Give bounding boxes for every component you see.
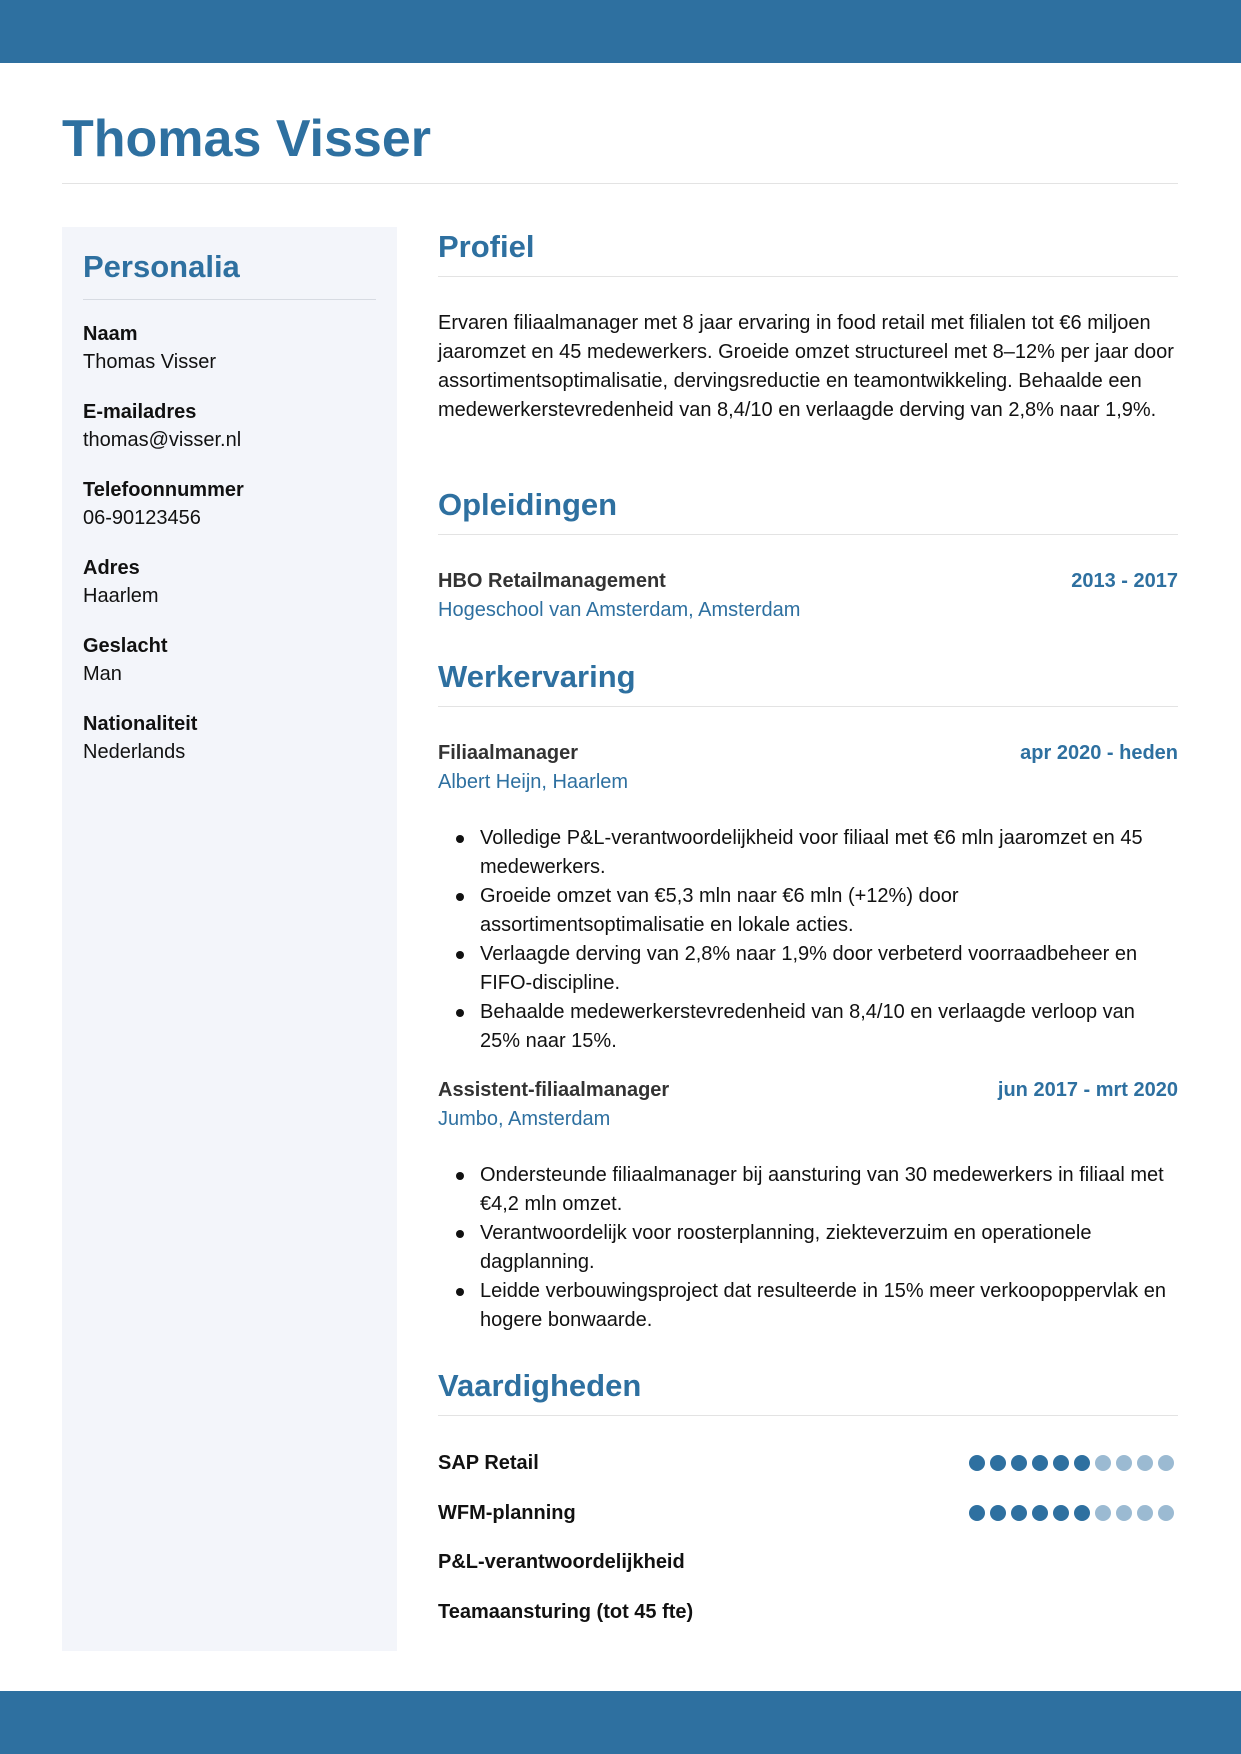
skill-name: SAP Retail [438,1452,539,1474]
job-achievements [438,1161,1178,1335]
bottom-color-band [0,1691,1241,1754]
profile-summary: Ervaren filiaalmanager met 8 jaar ervaring in food retail met filialen tot €6 miljoen jaaromzet en 45 medewerkers. Groeide omzet structureel met 8–12% per jaar door assortimentsoptimalisatie, dervingsreductie en teamontwikkeling. Behaalde een medewerkerstevredenheid van 8,4/10 en verlaagde derving van 2,8% naar 1,9%. [438,312,1174,421]
education-entry [438,567,1178,625]
job-achievements [438,824,1178,1056]
detail-email [83,398,373,476]
rating-dot-empty [1137,1505,1153,1521]
personal-details-list [83,320,373,788]
detail-value: Man [83,663,122,685]
detail-gender [83,632,373,710]
job-entry [438,739,1178,1056]
rating-dot-empty [1116,1505,1132,1521]
rating-dot-filled [1032,1505,1048,1521]
detail-address [83,554,373,632]
section-divider [438,1415,1178,1416]
detail-value: Thomas Visser [83,351,217,373]
detail-phone [83,476,373,554]
detail-label: Nationaliteit [83,713,198,735]
job-title: Filiaalmanager [438,742,579,764]
section-divider [438,276,1178,277]
rating-dot-filled [969,1505,985,1521]
detail-value: Haarlem [83,585,159,607]
detail-label: Geslacht [83,635,168,657]
achievement-item: Ondersteunde filiaalmanager bij aansturing van 30 medewerkers in filiaal met €4,2 mln omzet. [438,1161,1178,1219]
candidate-name: Thomas Visser [62,110,432,168]
detail-nationality [83,710,373,788]
rating-dot-empty [1158,1505,1174,1521]
rating-dot-filled [990,1455,1006,1471]
rating-dot-filled [1074,1505,1090,1521]
section-title: Opleidingen [438,487,618,522]
skills-section [438,1366,1178,1416]
job-entry [438,1076,1178,1335]
education-section [438,485,1178,625]
job-title: Assistent-filiaalmanager [438,1079,670,1101]
detail-label: Naam [83,323,138,345]
achievement-item: Groeide omzet van €5,3 mln naar €6 mln (+12%) door assortimentsoptimalisatie en lokale acties. [438,882,1178,940]
rating-dot-filled [990,1505,1006,1521]
rating-dot-empty [1158,1455,1174,1471]
rating-dot-filled [969,1455,985,1471]
rating-dot-filled [1011,1455,1027,1471]
skill-name: Teamaansturing (tot 45 fte) [438,1601,694,1623]
experience-section [438,657,1178,1335]
detail-label: E-mailadres [83,401,197,423]
detail-label: Telefoonnummer [83,479,244,501]
rating-dot-filled [1032,1455,1048,1471]
personal-details-sidebar [62,227,397,1651]
rating-dot-filled [1011,1505,1027,1521]
skill-rating [969,1505,1174,1521]
skill-row [438,1448,1178,1478]
header-divider [62,183,1178,184]
detail-value: Nederlands [83,741,186,763]
skill-name: WFM-planning [438,1502,576,1524]
rating-dot-empty [1095,1455,1111,1471]
section-title: Profiel [438,229,535,264]
profile-section [438,227,1178,425]
rating-dot-filled [1053,1455,1069,1471]
skill-rating [969,1455,1174,1471]
section-title: Vaardigheden [438,1368,642,1403]
rating-dot-empty [1095,1505,1111,1521]
education-institution: Hogeschool van Amsterdam, Amsterdam [438,599,801,621]
skill-row [438,1547,1178,1577]
sidebar-title: Personalia [83,249,240,284]
detail-value: thomas@visser.nl [83,429,242,451]
sidebar-divider [83,299,376,300]
achievement-item: Verantwoordelijk voor roosterplanning, ziekteverzuim en operationele dagplanning. [438,1219,1178,1277]
section-divider [438,534,1178,535]
job-employer: Jumbo, Amsterdam [438,1108,611,1130]
achievement-item: Verlaagde derving van 2,8% naar 1,9% door verbeterd voorraadbeheer en FIFO-discipline. [438,940,1178,998]
top-color-band [0,0,1241,63]
section-divider [438,706,1178,707]
rating-dot-filled [1053,1505,1069,1521]
skill-row [438,1597,1178,1627]
detail-value: 06-90123456 [83,507,201,529]
detail-label: Adres [83,557,140,579]
skill-row [438,1498,1178,1528]
job-dates: jun 2017 - mrt 2020 [997,1079,1178,1101]
job-dates: apr 2020 - heden [1020,742,1178,764]
achievement-item: Volledige P&L-verantwoordelijkheid voor filiaal met €6 mln jaaromzet en 45 medewerkers. [438,824,1178,882]
education-degree: HBO Retailmanagement [438,570,666,592]
rating-dot-empty [1137,1455,1153,1471]
rating-dot-filled [1074,1455,1090,1471]
section-title: Werkervaring [438,659,636,694]
education-dates: 2013 - 2017 [1071,570,1178,592]
skill-name: P&L-verantwoordelijkheid [438,1551,685,1573]
detail-name [83,320,373,398]
achievement-item: Leidde verbouwingsproject dat resulteerde in 15% meer verkoopoppervlak en hogere bonwaarde. [438,1277,1178,1335]
job-employer: Albert Heijn, Haarlem [438,771,629,793]
rating-dot-empty [1116,1455,1132,1471]
achievement-item: Behaalde medewerkerstevredenheid van 8,4/10 en verlaagde verloop van 25% naar 15%. [438,998,1178,1056]
